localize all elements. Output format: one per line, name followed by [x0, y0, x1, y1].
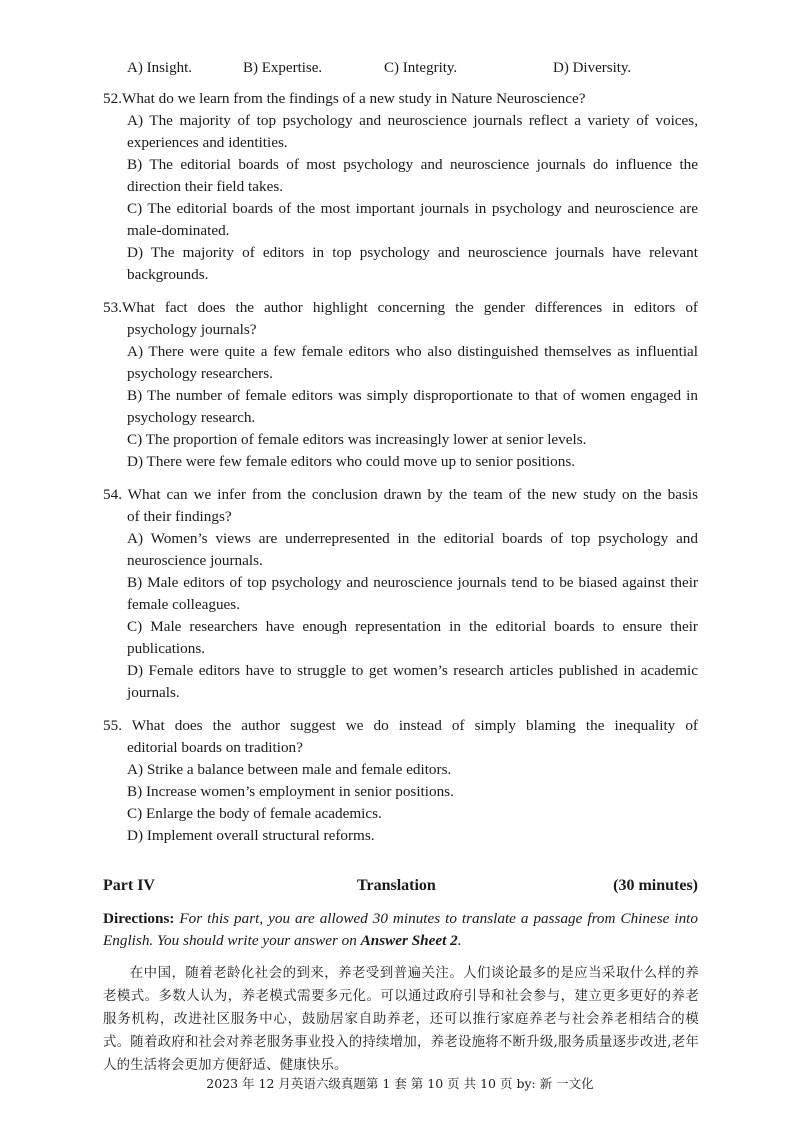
- q52-option-c: C) The editorial boards of the most important journals in psychology and neuroscience are male-dominated.: [127, 200, 698, 239]
- question-54: [103, 484, 698, 704]
- q54-option-a: A) Women’s views are underrepresented in the editorial boards of top psychology and neuroscience journals.: [127, 530, 698, 569]
- q55-option-c: C) Enlarge the body of female academics.: [127, 805, 382, 822]
- q52-stem: 52.What do we learn from the findings of a new study in Nature Neuroscience?: [103, 90, 586, 107]
- directions-text: For this part, you are allowed 30 minutes to translate a passage from Chinese into English. You should write your answer on: [103, 910, 698, 949]
- q55-option-a: A) Strike a balance between male and female editors.: [127, 761, 452, 778]
- q52-option-a: A) The majority of top psychology and neuroscience journals reflect a variety of voices, experiences and identities.: [127, 112, 698, 151]
- page-footer: 2023 年 12 月英语六级真题第 1 套 第 10 页 共 10 页 by: 新 一文化: [206, 1076, 594, 1091]
- q54-stem-line1: 54. What can we infer from the conclusion drawn by the team of the new study on the basis: [103, 486, 698, 503]
- answer-sheet-ref: Answer Sheet 2: [360, 932, 458, 949]
- directions-end: .: [457, 932, 462, 949]
- q55-stem-line2: editorial boards on tradition?: [127, 739, 303, 756]
- q51-option-a: A) Insight.: [127, 60, 192, 76]
- q51-option-b: B) Expertise.: [243, 60, 323, 76]
- q53-stem-line2: psychology journals?: [127, 321, 257, 338]
- directions-label: Directions:: [103, 910, 175, 927]
- q51-option-d: D) Diversity.: [553, 60, 632, 76]
- q51-options: [0, 60, 800, 82]
- part-iv-header: [103, 877, 698, 901]
- q55-option-b: B) Increase women’s employment in senior positions.: [127, 783, 454, 800]
- q53-option-a: A) There were quite a few female editors who also distinguished themselves as influential psychology researchers.: [127, 343, 698, 382]
- q55-option-d: D) Implement overall structural reforms.: [127, 827, 375, 844]
- q52-option-d: D) The majority of editors in top psychology and neuroscience journals have relevant backgrounds.: [127, 244, 698, 283]
- q54-option-c: C) Male researchers have enough representation in the editorial boards to ensure their publications.: [127, 618, 698, 657]
- q54-option-b: B) Male editors of top psychology and neuroscience journals tend to be biased against their female colleagues.: [127, 574, 698, 613]
- part-title: Translation: [357, 877, 436, 894]
- part-label: Part IV: [103, 877, 155, 894]
- q53-stem-line1: 53.What fact does the author highlight concerning the gender differences in editors of: [103, 299, 698, 316]
- q54-option-d: D) Female editors have to struggle to get women’s research articles published in academic journals.: [127, 662, 698, 701]
- q54-stem-line2: of their findings?: [127, 508, 232, 525]
- q53-option-c: C) The proportion of female editors was increasingly lower at senior levels.: [127, 431, 587, 448]
- question-53: [103, 297, 698, 473]
- q53-option-b: B) The number of female editors was simply disproportionate to that of women engaged in psychology research.: [127, 387, 698, 426]
- part-time: (30 minutes): [613, 877, 698, 894]
- q52-option-b: B) The editorial boards of most psychology and neuroscience journals do influence the direction their field takes.: [127, 156, 698, 195]
- q51-option-c: C) Integrity.: [384, 60, 458, 76]
- translation-passage: 在中国，随着老龄化社会的到来，养老受到普遍关注。人们谈论最多的是应当采取什么样的养老模式。多数人认为，养老模式需要多元化。可以通过政府引导和社会参与，建立更多更好的养老服务机构，改进社区服务中心，鼓励居家自助养老，还可以推行家庭养老与社会养老相结合的模式。随着政府和社会对养老服务事业投入的持续增加，养老设施将不断升级,服务质量逐步改进,老年人的生活将会更加方便舒适、健康快乐。: [103, 966, 699, 1073]
- question-52: [103, 88, 698, 286]
- question-55: [103, 715, 698, 847]
- q53-option-d: D) There were few female editors who could move up to senior positions.: [127, 453, 576, 470]
- q55-stem-line1: 55. What does the author suggest we do instead of simply blaming the inequality of: [103, 717, 698, 734]
- directions: [103, 908, 698, 952]
